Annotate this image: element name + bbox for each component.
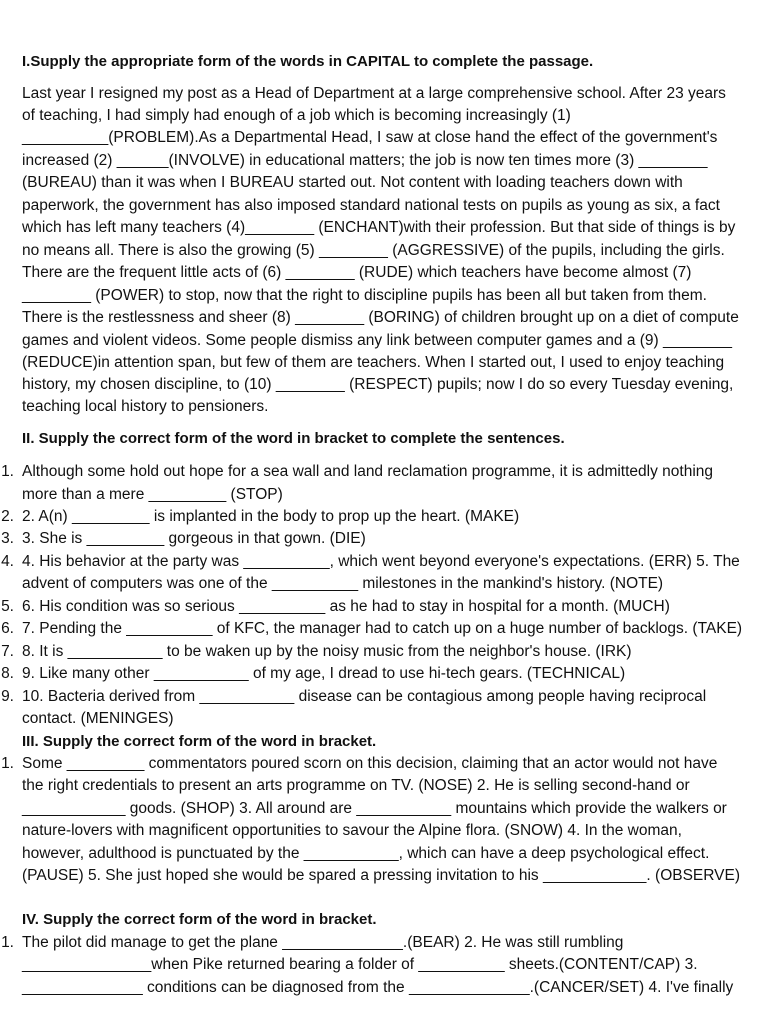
list-number: 7. [1,643,14,660]
list-item-text: ______________ conditions can be diagnosed from the ______________.(CANCER/SET) 4. I've finally [22,979,734,996]
list-item-text: _______________when Pike returned bearing a folder of __________ sheets.(CONTENT/CAP) 3. [22,956,698,973]
list-item-text: 2. A(n) _________ is implanted in the body to prop up the heart. (MAKE) [22,508,520,525]
passage-line: ________ (POWER) to stop, now that the right to discipline pupils has been all but taken from them. [22,287,707,304]
list-item-text: 9. Like many other ___________ of my age, I dread to use hi-tech gears. (TECHNICAL) [22,665,626,682]
list-item-text: 8. It is ___________ to be waken up by the noisy music from the neighbor's house. (IRK) [22,643,632,660]
list-number: 6. [1,620,14,637]
passage-line: (BUREAU) than it was when I BUREAU started out. Not content with loading teachers down with [22,174,683,191]
passage-line: (REDUCE)in attention span, but few of them are teachers. When I started out, I used to enjoy teaching [22,354,725,371]
list-item-text: The pilot did manage to get the plane ______________.(BEAR) 2. He was still rumbling [22,934,624,951]
list-number: 1. [1,463,14,480]
passage-line: teaching local history to pensioners. [22,398,269,415]
passage-line: games and violent videos. Some people dismiss any link between computer games and a (9) ________ [22,332,732,349]
passage-line: Last year I resigned my post as a Head of Department at a large comprehensive school. After 23 years [22,85,726,102]
list-item-text: 10. Bacteria derived from ___________ disease can be contagious among people having reciprocal [22,688,707,705]
passage-line: paperwork, the government has also imposed standard national tests on pupils as young as six, a fact [22,197,720,214]
list-item-text: 7. Pending the __________ of KFC, the manager had to catch up on a huge number of backlogs. (TAKE) [22,620,743,637]
section1-heading: I.Supply the appropriate form of the words in CAPITAL to complete the passage. [22,53,594,70]
list-number: 1. [1,755,14,772]
list-number: 3. [1,530,14,547]
list-number: 8. [1,665,14,682]
list-item-text: more than a mere _________ (STOP) [22,486,283,503]
list-item-text: (PAUSE) 5. She just hoped she would be spared a pressing invitation to his ____________. (OBSERVE) [22,867,741,884]
list-item-text: advent of computers was one of the __________ milestones in the mankind's history. (NOTE) [22,575,664,592]
list-item-text: the right credentials to present an arts programme on TV. (NOSE) 2. He is selling second-hand or [22,777,690,794]
passage-line: There is the restlessness and sheer (8) ________ (BORING) of children brought up on a diet of compute [22,309,739,326]
passage-line: increased (2) ______(INVOLVE) in educational matters; the job is now ten times more (3) ________ [22,152,708,169]
section2-heading: II. Supply the correct form of the word in bracket to complete the sentences. [22,430,565,447]
list-number: 1. [1,934,14,951]
passage-line: There are the frequent little acts of (6) ________ (RUDE) which teachers have become almost (7) [22,264,692,281]
section3-heading: III. Supply the correct form of the word in bracket. [22,733,377,750]
list-item-text: contact. (MENINGES) [22,710,174,727]
list-item-text: 6. His condition was so serious __________ as he had to stay in hospital for a month. (MUCH) [22,598,670,615]
list-number: 9. [1,688,14,705]
list-number: 2. [1,508,14,525]
passage-line: of teaching, I had simply had enough of a job which is becoming increasingly (1) [22,107,571,124]
section4-heading: IV. Supply the correct form of the word in bracket. [22,911,377,928]
passage-line: no means all. There is also the growing (5) ________ (AGGRESSIVE) of the pupils, including the girls. [22,242,725,259]
list-number: 5. [1,598,14,615]
list-number: 4. [1,553,14,570]
list-item-text: nature-lovers with magnificent opportunities to savour the Alpine flora. (SNOW) 4. In the woman, [22,822,682,839]
list-item-text: 3. She is _________ gorgeous in that gown. (DIE) [22,530,366,547]
passage-line: which has left many teachers (4)________ (ENCHANT)with their profession. But that side of things is by [22,219,736,236]
list-item-text: Some _________ commentators poured scorn on this decision, claiming that an actor would not have [22,755,718,772]
list-item-text: 4. His behavior at the party was __________, which went beyond everyone's expectations. (ERR) 5. The [22,553,740,570]
list-item-text: Although some hold out hope for a sea wall and land reclamation programme, it is admittedly nothing [22,463,714,480]
passage-line: history, my chosen discipline, to (10) ________ (RESPECT) pupils; now I do so every Tuesday evening, [22,376,734,393]
passage-line: __________(PROBLEM).As a Departmental Head, I saw at close hand the effect of the government's [22,129,718,146]
list-item-text: ____________ goods. (SHOP) 3. All around are ___________ mountains which provide the walkers or [22,800,727,817]
list-item-text: however, adulthood is punctuated by the ___________, which can have a deep psychological effect. [22,845,710,862]
